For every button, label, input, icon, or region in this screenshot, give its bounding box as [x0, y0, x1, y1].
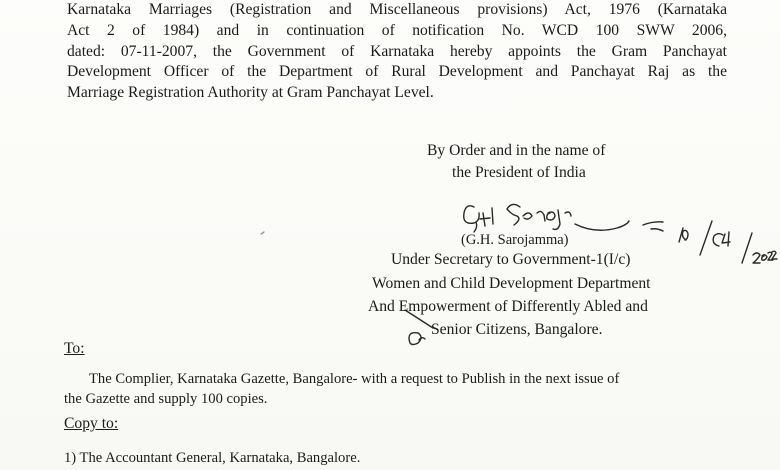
signatory-title: Under Secretary to Government-1(I/c)	[391, 251, 631, 268]
signatory-department-line-2: And Empowerment of Differently Abled and	[368, 298, 648, 315]
signatory-department-line-3: Senior Citizens, Bangalore.	[431, 321, 603, 338]
to-line-1: The Complier, Karnataka Gazette, Bangalore- with a request to Publish in the next issue of	[89, 371, 620, 387]
signatory-department-line-1: Women and Child Development Department	[372, 275, 651, 292]
copy-to-item-1: 1) The Accountant General, Karnataka, Bangalore.	[64, 450, 361, 466]
order-line-2: the President of India	[452, 164, 586, 181]
handwritten-date	[643, 221, 777, 263]
paragraph-line-5: Marriage Registration Authority at Gram Panchayat Level.	[67, 84, 434, 102]
signature-scribble	[464, 204, 629, 232]
copy-to-label: Copy to:	[64, 415, 119, 432]
paragraph-line-1: Karnataka Marriages (Registration and Miscellaneous provisions) Act, 1976 (Karnataka	[67, 1, 727, 18]
notification-paragraph	[67, 0, 727, 104]
to-label: To:	[64, 340, 85, 357]
to-recipient-text	[64, 369, 724, 409]
signatory-name: (G.H. Sarojamma)	[461, 232, 569, 248]
paragraph-line-2: Act 2 of 1984) and in continuation of notification No. WCD 100 SWW 2006,	[67, 21, 727, 39]
to-line-2: the Gazette and supply 100 copies.	[64, 391, 268, 407]
stray-ink-mark	[261, 232, 264, 234]
order-line-1: By Order and in the name of	[427, 142, 606, 159]
paragraph-line-4: Development Officer of the Department of Rural Development and Panchayat Raj as the	[67, 63, 727, 81]
paragraph-line-3: dated: 07-11-2007, the Government of Karnataka hereby appoints the Gram Panchayat	[67, 42, 727, 60]
